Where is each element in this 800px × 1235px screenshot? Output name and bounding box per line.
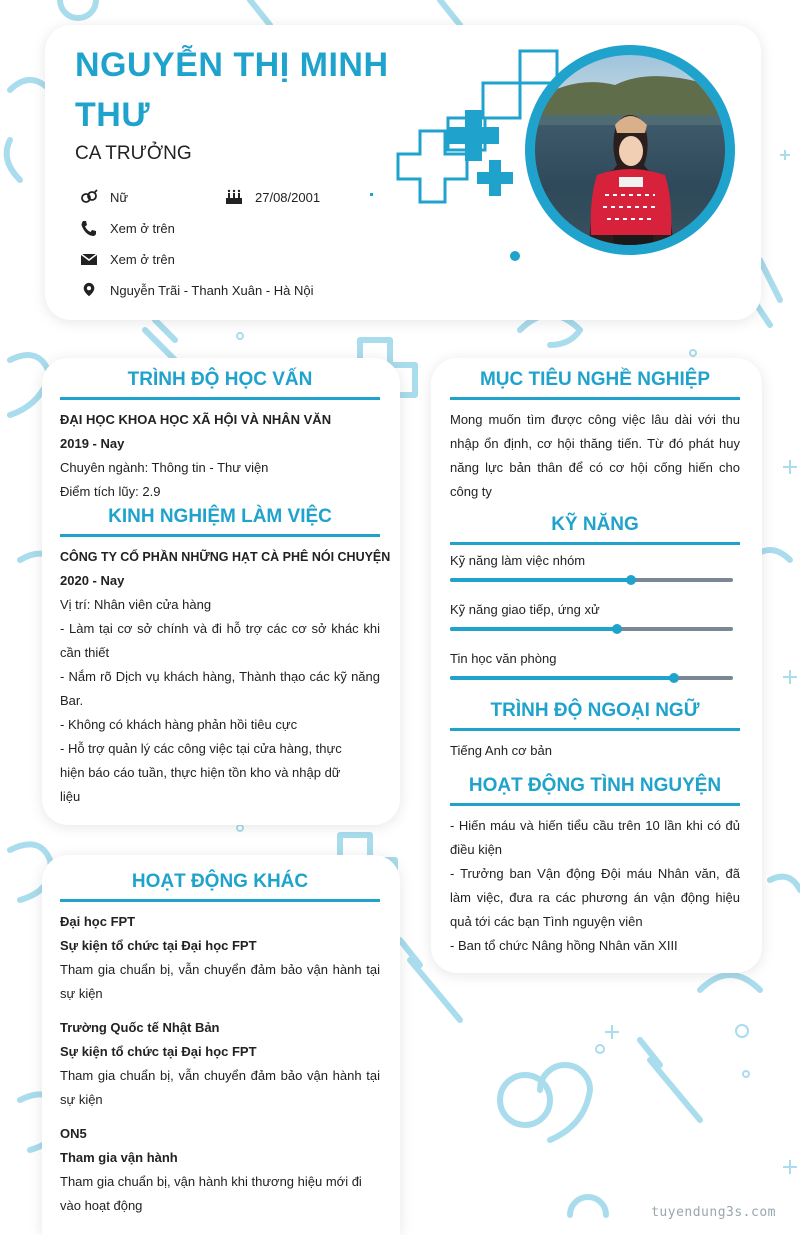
address-row [80, 282, 314, 298]
email-row [80, 251, 175, 267]
education-gpa: Điểm tích lũy: 2.9 [60, 484, 161, 499]
experience-role: Vị trí: Nhân viên cửa hàng [60, 597, 212, 612]
gender-icon [80, 189, 98, 205]
education-school: ĐẠI HỌC KHOA HỌC XÃ HỘI VÀ NHÂN VĂN [60, 412, 332, 427]
skills-title: KỸ NĂNG [450, 514, 740, 545]
avatar [525, 45, 735, 255]
location-icon [80, 282, 98, 298]
volunteer-item: - Hiến máu và hiến tiểu cầu trên 10 lần khi có đủ điều kiện [450, 818, 740, 857]
volunteer-item: - Trưởng ban Vận động Đội máu Nhân văn, đã làm việc, đưa ra các phương án vận động hiệu quả tới các bạn Tình nguyện viên [450, 866, 740, 929]
activity-item [60, 910, 380, 1006]
gender-row [80, 189, 128, 205]
experience-duty: - Nắm rõ Dịch vụ khách hàng, Thành thạo các kỹ năng Bar. [60, 669, 380, 708]
phone-value: Xem ở trên [110, 220, 175, 236]
activity-desc: Tham gia chuẩn bị, vận hành khi thương hiệu mới đi vào hoạt động [60, 1174, 362, 1213]
birthday-row [225, 189, 320, 205]
skill-label: Kỹ năng làm việc nhóm [450, 553, 586, 568]
skill-bar [450, 627, 733, 631]
languages-title: TRÌNH ĐỘ NGOẠI NGỮ [450, 700, 740, 731]
objective-text: Mong muốn tìm được công việc lâu dài với thu nhập ổn định, cơ hội thăng tiến. Từ đó phát huy năng lực bản thân để có cơ hội cống hiến cho công ty [450, 412, 740, 499]
address-value: Nguyễn Trãi - Thanh Xuân - Hà Nội [110, 282, 314, 298]
skill-item [450, 553, 733, 582]
skill-handle [626, 575, 636, 585]
activity-desc: Tham gia chuẩn bị, vẫn chuyển đảm bảo vận hành tại sự kiện [60, 1068, 380, 1107]
activities-section [60, 871, 380, 1218]
volunteer-title: HOẠT ĐỘNG TÌNH NGUYỆN [450, 775, 740, 806]
experience-section [60, 506, 391, 809]
birthday-value: 27/08/2001 [255, 189, 321, 205]
education-title: TRÌNH ĐỘ HỌC VẤN [60, 369, 380, 400]
skill-bar [450, 578, 733, 582]
activity-org: Trường Quốc tế Nhật Bản [60, 1020, 220, 1035]
activity-item [60, 1016, 380, 1112]
phone-row [80, 220, 175, 236]
mail-icon [80, 251, 98, 267]
education-section [60, 369, 380, 504]
activity-item [60, 1122, 380, 1218]
right-column [450, 369, 740, 958]
activity-event: Tham gia vận hành [60, 1150, 178, 1165]
education-period: 2019 - Nay [60, 436, 125, 451]
email-value: Xem ở trên [110, 251, 175, 267]
experience-period: 2020 - Nay [60, 573, 125, 588]
skill-label: Kỹ năng giao tiếp, ứng xử [450, 602, 600, 617]
skill-fill [450, 627, 617, 631]
gender-value: Nữ [110, 189, 129, 205]
cake-icon [225, 189, 243, 205]
experience-duty: - Không có khách hàng phản hồi tiêu cực [60, 717, 298, 732]
experience-duty: - Làm tại cơ sở chính và đi hỗ trợ các cơ sở khác khi cần thiết [60, 621, 380, 660]
activity-org: Đại học FPT [60, 914, 136, 929]
skill-handle [669, 673, 679, 683]
avatar-photo [535, 55, 725, 245]
activity-event: Sự kiện tổ chức tại Đại học FPT [60, 1044, 257, 1059]
skill-label: Tin học văn phòng [450, 651, 557, 666]
phone-icon [80, 220, 98, 236]
skill-fill [450, 578, 631, 582]
activity-event: Sự kiện tổ chức tại Đại học FPT [60, 938, 257, 953]
skill-item [450, 651, 733, 680]
skills-list [450, 553, 733, 680]
decor-dot [370, 193, 373, 196]
activity-desc: Tham gia chuẩn bị, vẫn chuyển đảm bảo vận hành tại sự kiện [60, 962, 380, 1001]
skill-bar [450, 676, 733, 680]
objective-title: MỤC TIÊU NGHỀ NGHIỆP [450, 369, 740, 400]
languages-text: Tiếng Anh cơ bản [450, 743, 553, 758]
watermark: tuyendung3s.com [651, 1205, 776, 1220]
experience-duty: - Hỗ trợ quản lý các công việc tại cửa hàng, thực hiện báo cáo tuần, thực hiện tồn kho và nhập dữ liệu [60, 741, 342, 804]
skill-fill [450, 676, 674, 680]
volunteer-item: - Ban tổ chức Nâng hồng Nhân văn XIII [450, 938, 678, 953]
candidate-position: CA TRƯỞNG [75, 143, 192, 164]
activity-org: ON5 [60, 1126, 87, 1141]
skill-handle [612, 624, 622, 634]
education-major: Chuyên ngành: Thông tin - Thư viện [60, 460, 269, 475]
experience-title: KINH NGHIỆM LÀM VIỆC [60, 506, 380, 537]
experience-company: CÔNG TY CỔ PHẦN NHỮNG HẠT CÀ PHÊ NÓI CHUYỆN [60, 550, 391, 564]
skill-item [450, 602, 733, 631]
portrait-illustration [535, 55, 725, 245]
candidate-name: NGUYỄN THỊ MINH THƯ [75, 46, 389, 134]
activities-title: HOẠT ĐỘNG KHÁC [60, 871, 380, 902]
